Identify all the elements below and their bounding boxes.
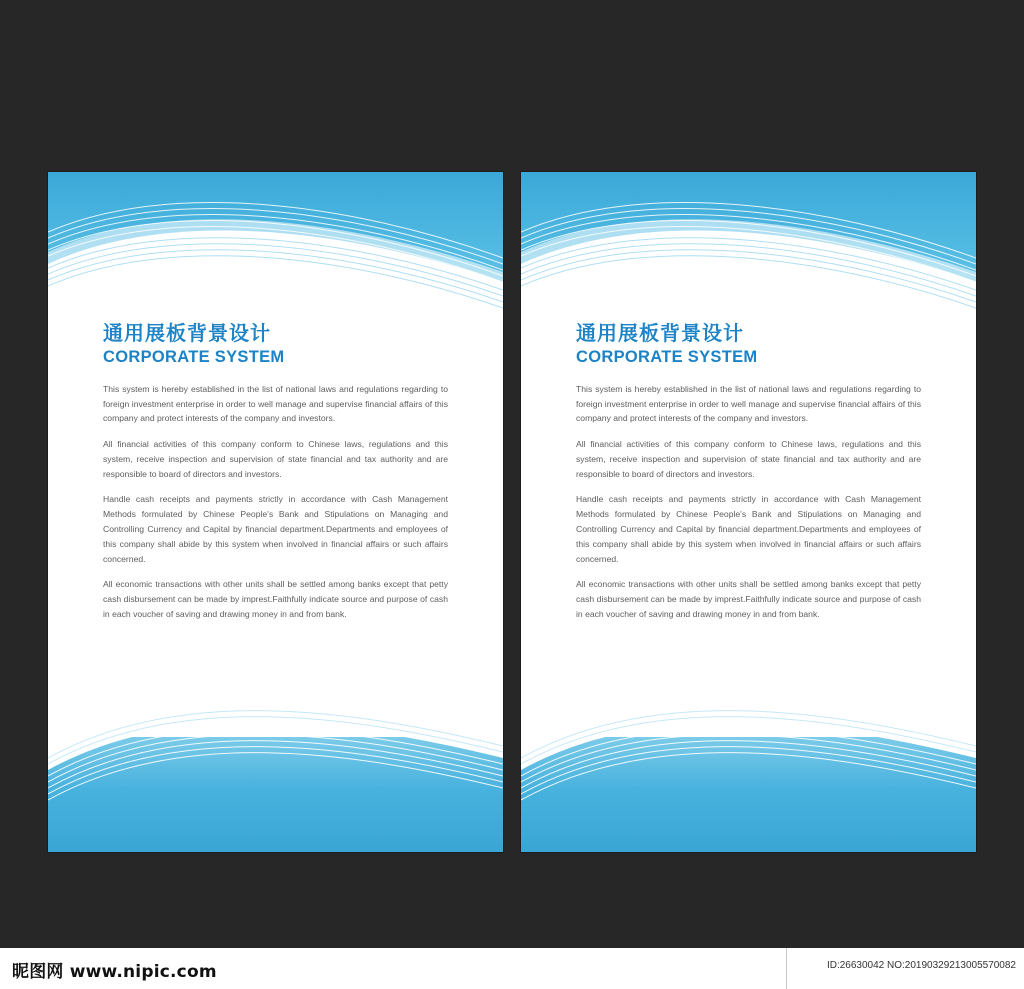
body-paragraph: Handle cash receipts and payments strictly in accordance with Cash Management Methods formulated by Chinese People's Bank and Stipulations on Managing and Controlling Currency and Capital by financial department.Departments and employees of this company shall abide by this system when involved in financial affairs or such affairs concerned. xyxy=(103,494,448,564)
panel-content-right xyxy=(576,320,921,622)
body-paragraph: All financial activities of this company conform to Chinese laws, regulations and this system, receive inspection and supervision of state financial and tax authority and are responsible to board of directors and investors. xyxy=(576,439,921,479)
poster-panel-right xyxy=(521,172,976,852)
panel-group xyxy=(48,172,976,852)
body-paragraph: All economic transactions with other units shall be settled among banks except that petty cash disbursement can be made by imprest.Faithfully indicate source and purpose of cash in each voucher of saving and drawing money in and from bank. xyxy=(576,579,921,619)
body-paragraph: All economic transactions with other units shall be settled among banks except that petty cash disbursement can be made by imprest.Faithfully indicate source and purpose of cash in each voucher of saving and drawing money in and from bank. xyxy=(103,579,448,619)
poster-panel-left xyxy=(48,172,503,852)
site-brand: 昵图网 www.nipic.com xyxy=(12,962,217,982)
footer-divider xyxy=(786,948,787,989)
panel-title-cn: 通用展板背景设计 xyxy=(103,321,271,345)
bottom-wave-graphic xyxy=(521,692,976,852)
panel-title-cn: 通用展板背景设计 xyxy=(576,321,744,345)
body-paragraph: This system is hereby established in the list of national laws and regulations regarding to foreign investment enterprise in order to well manage and supervise financial affairs of this company and protect interests of the company and investors. xyxy=(576,383,921,424)
panel-title-en: CORPORATE SYSTEM xyxy=(576,348,758,366)
asset-id-text: ID:26630042 NO:20190329213005570082 xyxy=(826,960,1016,971)
body-paragraph: Handle cash receipts and payments strictly in accordance with Cash Management Methods formulated by Chinese People's Bank and Stipulations on Managing and Controlling Currency and Capital by financial department.Departments and employees of this company shall abide by this system when involved in financial affairs or such affairs concerned. xyxy=(576,494,921,564)
panel-content-left xyxy=(103,320,448,622)
body-paragraph: This system is hereby established in the list of national laws and regulations regarding to foreign investment enterprise in order to well manage and supervise financial affairs of this company and protect interests of the company and investors. xyxy=(103,383,448,424)
bottom-wave-graphic xyxy=(48,692,503,852)
footer-bar xyxy=(0,948,1024,989)
body-paragraph: All financial activities of this company conform to Chinese laws, regulations and this system, receive inspection and supervision of state financial and tax authority and are responsible to board of directors and investors. xyxy=(103,439,448,479)
panel-title-en: CORPORATE SYSTEM xyxy=(103,348,285,366)
